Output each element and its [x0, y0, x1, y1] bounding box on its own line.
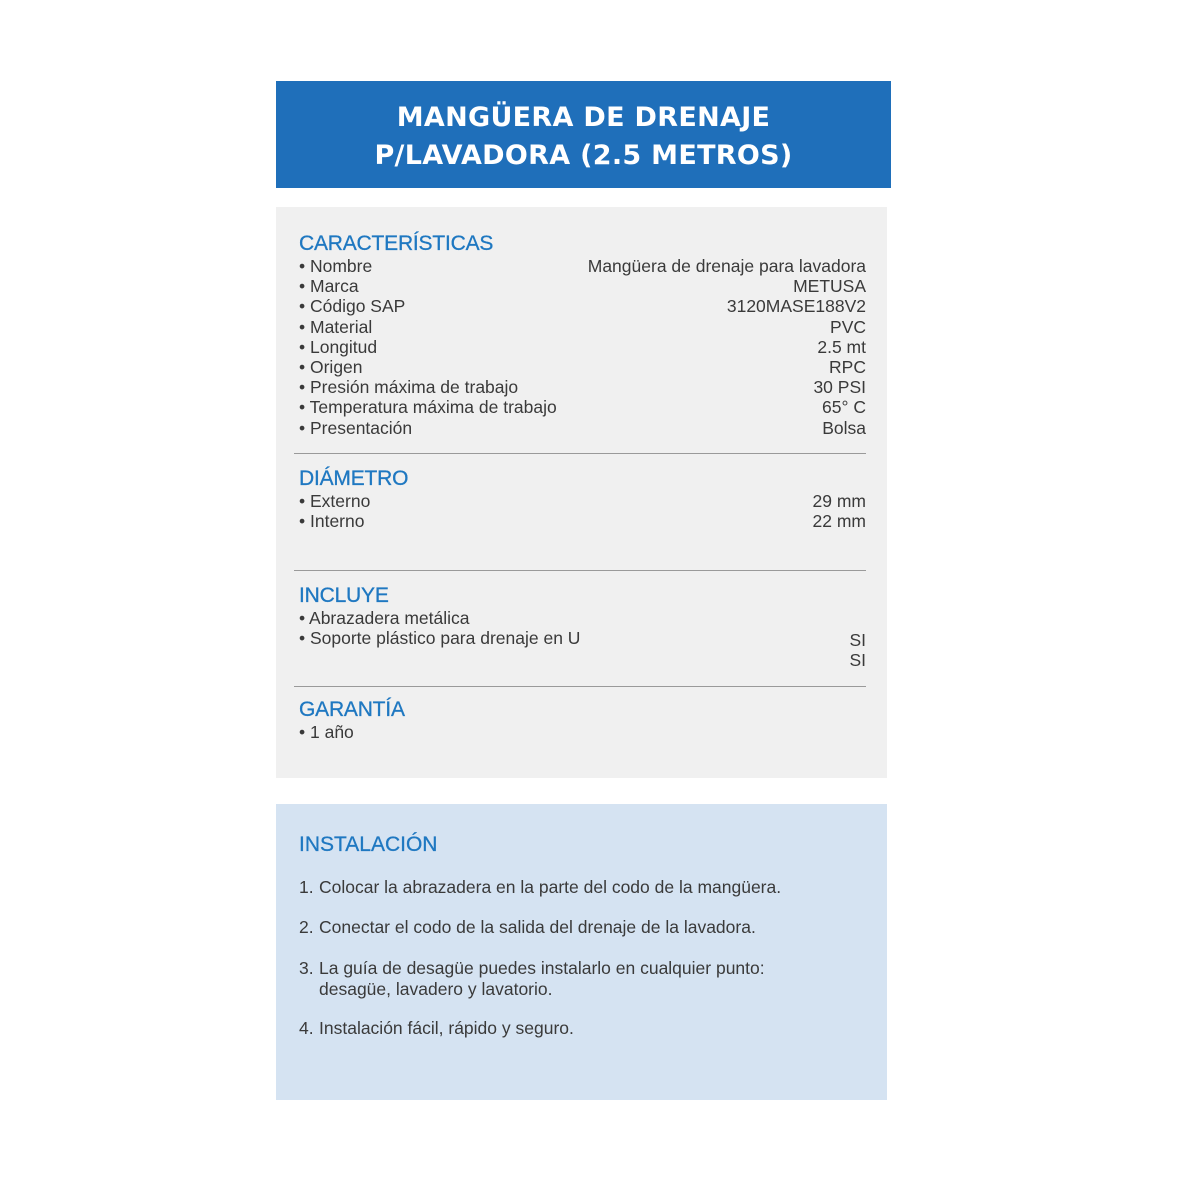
spec-label: • Longitud: [299, 336, 378, 357]
step-text: Instalación fácil, rápido y seguro.: [319, 1018, 574, 1038]
spec-value: RPC: [829, 356, 866, 377]
spec-value: 65° C: [822, 397, 866, 418]
instalacion-title: INSTALACIÓN: [299, 833, 438, 856]
spec-label: • Presentación: [299, 417, 413, 438]
spec-row: [299, 491, 866, 511]
install-step: [299, 917, 859, 938]
spec-label: • Interno: [299, 511, 365, 532]
spec-label: • Temperatura máxima de trabajo: [299, 397, 557, 418]
spec-value: SI: [849, 630, 866, 650]
spec-label: • Código SAP: [299, 296, 406, 317]
spec-row: [299, 628, 866, 648]
step-number: 2.: [299, 917, 314, 937]
title-banner: [276, 81, 891, 188]
spec-row: [299, 317, 866, 337]
spec-label: • Marca: [299, 276, 359, 297]
step-text: Conectar el codo de la salida del drenaje de la lavadora.: [319, 917, 756, 937]
step-text: La guía de desagüe puedes instalarlo en cualquier punto:: [319, 958, 765, 978]
spec-row: [299, 276, 866, 296]
spec-label: • Abrazadera metálica: [299, 608, 470, 628]
spec-value: METUSA: [793, 276, 866, 297]
specifications-panel: [276, 207, 887, 778]
title-line-1: MANGÜERA DE DRENAJE: [396, 102, 771, 133]
spec-row: [299, 256, 866, 276]
spec-row: [299, 337, 866, 357]
diametro-title: DIÁMETRO: [299, 467, 409, 490]
spec-label: • Origen: [299, 356, 363, 377]
step-text-continuation: desagüe, lavadero y lavatorio.: [319, 978, 553, 999]
incluye-title: INCLUYE: [299, 584, 389, 607]
spec-label: • 1 año: [299, 722, 354, 742]
caracteristicas-title: CARACTERÍSTICAS: [299, 232, 494, 255]
section-divider: [294, 453, 866, 454]
spec-row: [299, 377, 866, 397]
spec-value: 2.5 mt: [817, 336, 866, 357]
install-step: [299, 1018, 859, 1039]
step-number: 3.: [299, 958, 314, 978]
incluye-section: [299, 584, 866, 670]
spec-label: • Presión máxima de trabajo: [299, 377, 519, 398]
spec-label: • Externo: [299, 491, 371, 511]
spec-value: PVC: [830, 316, 866, 337]
install-step: [299, 877, 859, 898]
spec-row: [299, 357, 866, 377]
section-divider: [294, 686, 866, 687]
spec-value: SI: [849, 650, 866, 670]
step-text: Colocar la abrazadera en la parte del codo de la mangüera.: [319, 877, 782, 897]
spec-value: 30 PSI: [813, 377, 866, 398]
caracteristicas-section: [299, 232, 866, 438]
install-step: [299, 958, 859, 999]
spec-label: • Nombre: [299, 256, 373, 276]
spec-row: [299, 511, 866, 531]
spec-row: [299, 608, 866, 628]
spec-row: [299, 296, 866, 316]
installation-panel: [276, 804, 887, 1100]
spec-row: [299, 722, 866, 742]
step-number: 1.: [299, 877, 314, 897]
spec-value: 3120MASE188V2: [726, 296, 866, 317]
spec-value: Bolsa: [822, 417, 866, 438]
incluye-values: [849, 630, 866, 670]
garantia-title: GARANTÍA: [299, 698, 405, 721]
spec-value: 29 mm: [812, 491, 866, 511]
section-divider: [294, 570, 866, 571]
spec-value: Mangüera de drenaje para lavadora: [587, 256, 866, 276]
diametro-section: [299, 467, 866, 531]
spec-label: • Material: [299, 316, 373, 337]
step-number: 4.: [299, 1018, 314, 1038]
spec-label: • Soporte plástico para drenaje en U: [299, 628, 581, 649]
spec-row: [299, 397, 866, 417]
title-line-2: P/LAVADORA (2.5 METROS): [374, 140, 793, 171]
garantia-section: [299, 698, 866, 742]
spec-value: 22 mm: [812, 511, 866, 532]
spec-row: [299, 418, 866, 438]
